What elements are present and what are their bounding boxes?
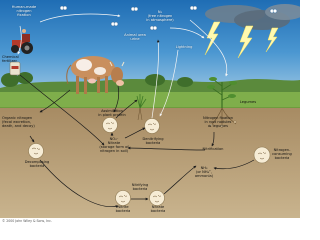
label-nitrogen-fixation-nodules: Nitrogen fixation in root nodules of legumes (202, 116, 234, 128)
label-organic-nitrogen: Organic nitrogen (fecal excretion, death, and decay) (2, 116, 35, 128)
label-chemical-fertilizer: Chemical fertilizer (2, 55, 19, 63)
label-nh3-ammonia: NH₃ (or NH₄⁺, ammonia) (194, 166, 214, 178)
label-legumes: Legumes (239, 100, 257, 104)
bacteria-nitrite (116, 191, 131, 206)
label-nitrite-bacteria: Nitrite bacteria (115, 205, 131, 213)
label-nitrate-bacteria: Nitrate bacteria (150, 205, 166, 213)
label-denitrifying: Denitrifying bacteria (142, 137, 164, 145)
label-n2-atmosphere: N₂ (free nitrogen in atmosphere) (146, 10, 174, 22)
label-nitrifying-bacteria: Nitrifying bacteria (131, 183, 149, 191)
label-nitrification: Nitrification (202, 147, 224, 151)
copyright-credit: © 2000 John Wiley & Sons, Inc. (2, 219, 52, 223)
fertilizer-bag-icon (10, 62, 20, 75)
label-nitrogen-consuming-bacteria: Nitrogen- consuming bacteria (272, 148, 292, 160)
bacteria-nitrate (150, 191, 165, 206)
label-animal-urine: Animal urea urine (124, 33, 146, 41)
label-human-fixation: Human-made nitrogen fixation (11, 5, 37, 17)
label-assimilation: Assimilation in plant protein (98, 109, 126, 117)
bacteria-assimilation (103, 118, 118, 133)
label-lightning: Lightning (175, 45, 193, 49)
label-no3-nitrate: NO₃⁻ Nitrate (storage form of nitrogen in soil) (99, 137, 129, 153)
bacteria-denitrifying (145, 119, 160, 134)
label-decomposing: Decomposing bacteria (24, 160, 50, 168)
bacteria-decomposing (29, 144, 44, 159)
